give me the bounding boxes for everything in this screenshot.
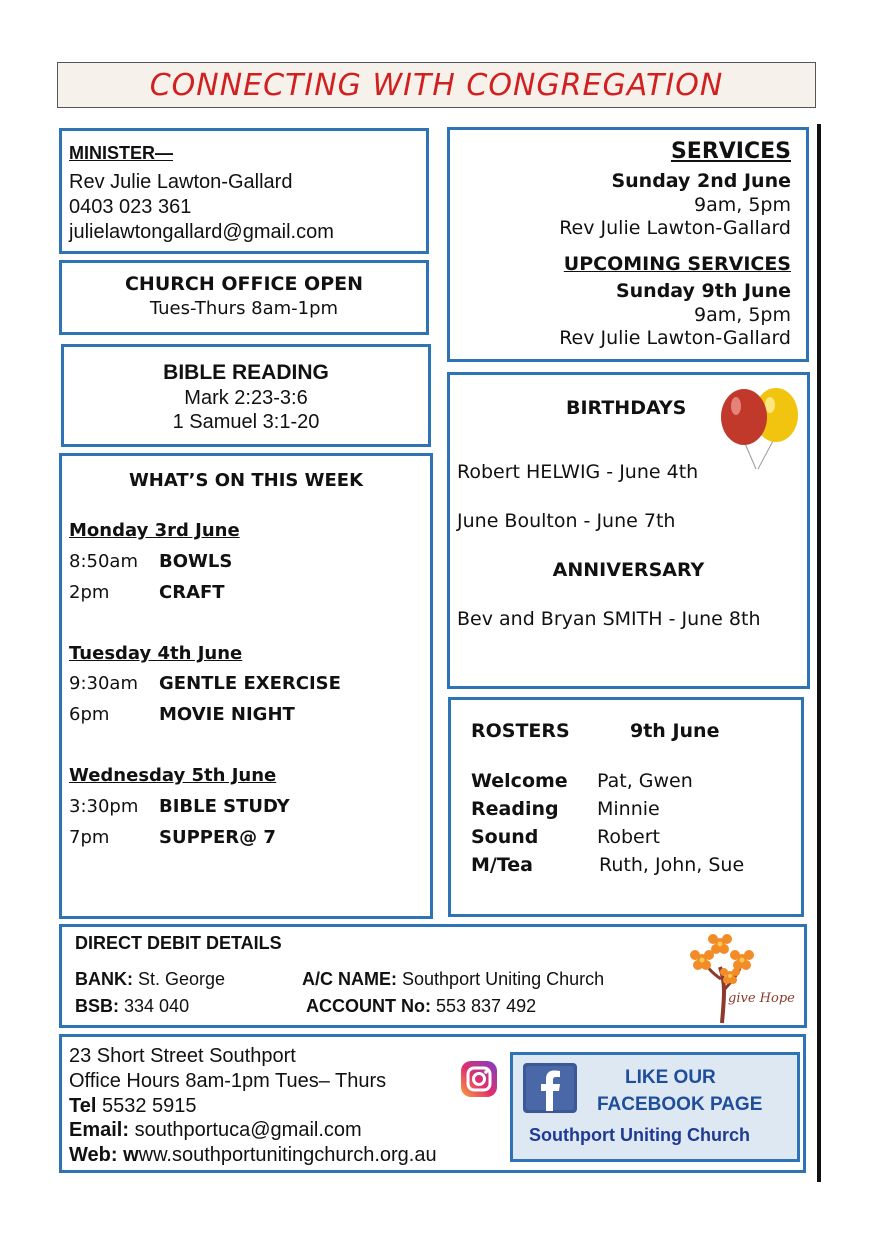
web-label: Web: xyxy=(69,1144,118,1166)
rosters-date: 9th June xyxy=(630,720,720,742)
tel-value: 5532 5915 xyxy=(101,1095,197,1117)
address: 23 Short Street Southport xyxy=(69,1045,296,1067)
direct-debit-panel xyxy=(59,924,807,1028)
whats-on-heading: WHAT’S ON THIS WEEK xyxy=(128,470,364,491)
tel-label: Tel xyxy=(69,1095,97,1117)
bank-label: BANK: xyxy=(75,969,133,989)
debit-heading: DIRECT DEBIT DETAILS xyxy=(75,933,282,953)
service-times: 9am, 5pm xyxy=(694,194,791,216)
day-heading: Monday 3rd June xyxy=(69,520,240,541)
facebook-line2: FACEBOOK PAGE xyxy=(597,1094,763,1115)
balloons-icon xyxy=(716,381,802,473)
acname-row xyxy=(302,969,604,990)
minister-panel xyxy=(59,128,429,254)
roster-role: Welcome xyxy=(471,770,568,792)
event-name: GENTLE EXERCISE xyxy=(159,673,341,694)
page-title: CONNECTING WITH CONGREGATION xyxy=(149,68,724,103)
bible-reading-2: 1 Samuel 3:1-20 xyxy=(172,411,320,433)
roster-names: Ruth, John, Sue xyxy=(599,854,745,876)
minister-name: Rev Julie Lawton-Gallard xyxy=(69,171,293,193)
upcoming-service-date: Sunday 9th June xyxy=(615,280,791,302)
acname-label: A/C NAME: xyxy=(302,969,397,989)
roster-role: M/Tea xyxy=(471,854,533,876)
day-heading: Wednesday 5th June xyxy=(69,765,277,786)
minister-phone: 0403 023 361 xyxy=(69,196,192,218)
anniversary-item: Bev and Bryan SMITH - June 8th xyxy=(457,608,761,630)
anniversary-heading: ANNIVERSARY xyxy=(552,559,705,581)
birthdays-heading: BIRTHDAYS xyxy=(566,397,687,419)
upcoming-service-minister: Rev Julie Lawton-Gallard xyxy=(559,327,791,349)
acname-value: Southport Uniting Church xyxy=(402,969,605,989)
event-name: CRAFT xyxy=(159,582,225,603)
roster-names: Pat, Gwen xyxy=(597,770,693,792)
event-time: 9:30am xyxy=(69,673,138,694)
bsb-row xyxy=(75,996,189,1017)
email-value[interactable]: southportuca@gmail.com xyxy=(134,1119,362,1141)
bank-row xyxy=(75,969,225,990)
event-time: 2pm xyxy=(69,582,110,603)
rosters-heading: ROSTERS xyxy=(471,720,570,742)
bank-value: St. George xyxy=(138,969,226,989)
upcoming-services-heading: UPCOMING SERVICES xyxy=(563,253,791,275)
instagram-icon[interactable] xyxy=(460,1060,498,1098)
roster-names: Minnie xyxy=(597,798,660,820)
bible-heading: BIBLE READING xyxy=(163,361,329,384)
email-label: Email: xyxy=(69,1119,130,1141)
roster-role: Sound xyxy=(471,826,539,848)
roster-names: Robert xyxy=(597,826,660,848)
office-hours: Tues-Thurs 8am-1pm xyxy=(149,298,339,319)
account-row xyxy=(306,996,536,1017)
services-panel xyxy=(447,127,809,362)
office-hours: Office Hours 8am-1pm Tues– Thurs xyxy=(69,1070,387,1092)
event-name: BOWLS xyxy=(159,551,233,572)
event-time: 6pm xyxy=(69,704,110,725)
bible-reading-panel xyxy=(61,344,431,447)
rosters-panel xyxy=(448,697,804,917)
bible-reading-1: Mark 2:23-3:6 xyxy=(184,387,308,409)
flower-tree-icon xyxy=(686,929,796,1025)
give-hope-logo xyxy=(686,929,796,1025)
event-name: MOVIE NIGHT xyxy=(159,704,295,725)
web-value[interactable]: ww.southportunitingchurch.org.au xyxy=(138,1144,437,1166)
day-heading: Tuesday 4th June xyxy=(69,643,243,664)
services-heading: SERVICES xyxy=(670,139,791,164)
office-heading: CHURCH OFFICE OPEN xyxy=(124,273,364,295)
web-prefix: w xyxy=(123,1144,139,1166)
event-time: 3:30pm xyxy=(69,796,139,817)
whats-on-panel xyxy=(59,453,433,919)
facebook-line1: LIKE OUR xyxy=(625,1067,716,1088)
minister-heading: MINISTER— xyxy=(69,143,174,163)
web-row xyxy=(69,1144,437,1167)
account-value: 553 837 492 xyxy=(436,996,537,1016)
event-time: 8:50am xyxy=(69,551,138,572)
event-time: 7pm xyxy=(69,827,110,848)
service-minister: Rev Julie Lawton-Gallard xyxy=(559,217,791,239)
upcoming-service-times: 9am, 5pm xyxy=(694,304,791,326)
service-date: Sunday 2nd June xyxy=(611,170,791,192)
event-name: SUPPER@ 7 xyxy=(159,827,276,848)
minister-email[interactable]: julielawtongallard@gmail.com xyxy=(69,221,334,243)
right-divider xyxy=(817,124,821,1182)
office-panel xyxy=(59,260,429,335)
birthdays-panel xyxy=(447,372,810,689)
give-hope-text: give Hope xyxy=(728,991,795,1006)
facebook-page-name[interactable]: Southport Uniting Church xyxy=(529,1125,750,1145)
roster-role: Reading xyxy=(471,798,559,820)
birthday-item: Robert HELWIG - June 4th xyxy=(457,461,699,483)
account-label: ACCOUNT No: xyxy=(306,996,431,1016)
email-row xyxy=(69,1119,362,1142)
bsb-value: 334 040 xyxy=(124,996,190,1016)
facebook-icon[interactable] xyxy=(523,1063,577,1113)
event-name: BIBLE STUDY xyxy=(159,796,290,817)
facebook-panel[interactable] xyxy=(510,1052,800,1162)
tel-row xyxy=(69,1095,197,1118)
birthday-item: June Boulton - June 7th xyxy=(457,510,676,532)
bsb-label: BSB: xyxy=(75,996,119,1016)
title-banner xyxy=(57,62,816,108)
